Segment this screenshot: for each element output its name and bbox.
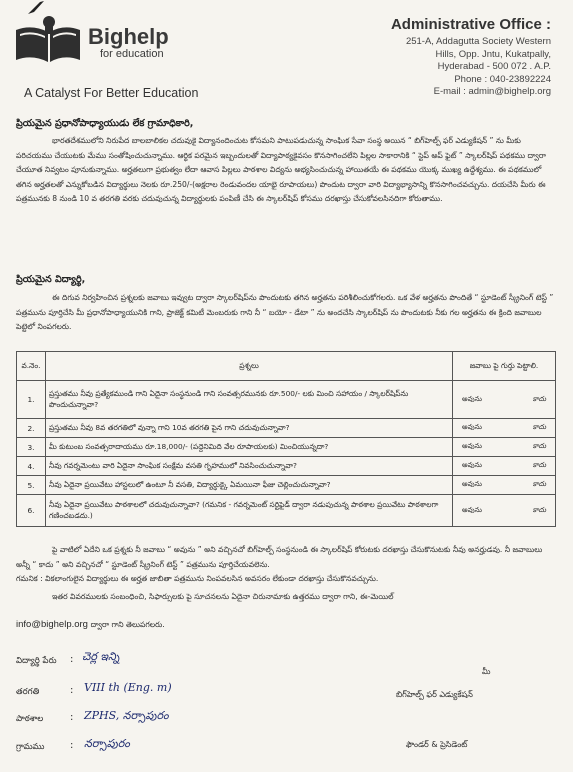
answer-cell[interactable] [453, 381, 556, 419]
question-text: మీ కుటుంబ సంవత్సరాదాయము రూ.18,000/- (పద్దెనిమిది వేల రూపాయలకు) మించియున్నదా? [46, 438, 453, 457]
answer-cell[interactable] [453, 457, 556, 476]
colon: : [70, 654, 74, 665]
answer-cell[interactable] [453, 476, 556, 495]
yes-option: అవును [462, 394, 482, 403]
student-name-value[interactable]: చెర్ల ఇన్ని [82, 650, 120, 663]
signature-you: మీ [482, 667, 491, 676]
question-text: ప్రస్తుతము నీవు 8వ తరగతిలో వున్నా గాని 10వ తరగతి పైన గాని చదువుచున్నావా? [46, 419, 453, 438]
handwritten-mark: కాదు [532, 442, 546, 450]
row-number: 4. [17, 457, 46, 476]
salutation-student: ప్రియమైన విద్యార్థి, [16, 274, 86, 285]
address-line-3: Hyderabad - 500 072 . A.P. [437, 61, 551, 72]
village-value[interactable]: నర్సాపురం [84, 737, 130, 750]
handwritten-mark: కాదు [532, 461, 546, 469]
question-text: నీవు ఏదైనా ప్రయివేటు పాఠశాలలో చదువుచున్నావా? (గమనిక - గవర్నమెంట్ సర్టిఫైడ్ ద్వారా నడుపుచున్న పాఠశాల ప్రయివేటు పాఠశాలగా గణించబడదు.) [46, 495, 453, 527]
question-text: ప్రస్తుతము నీవు ప్రత్యేకముండి గాని ఏదైనా సంస్థనుండి గాని సంవత్సరమునకు రూ.500/- లకు మించి సహాయం / స్కాలర్‌షిప్‌ను పొందుచున్నావా? [46, 381, 453, 419]
yes-option: అవును [462, 461, 482, 469]
answer-cell[interactable] [453, 419, 556, 438]
contact-email-line [16, 619, 165, 631]
letter-paragraph-2: ఈ దిగువ నిర్వహించిన ప్రశ్నలకు జవాబు ఇవ్వుట ద్వారా స్కాలర్‌షిప్‌ను పొందుటకు తగిన అర్హతను పరిశీలించుకోగలరు. ఒక వేళ అర్హతను పొందితే “ స్టూడెంట్ స్క్రీనింగ్ టెస్ట్ ” పత్రమును పూర్తిచేసి మీ ప్రధానోపాధ్యాయునికి గాని, ప్రాజెక్ట్ కమిటీ మెంబరుకు గాని నీ “ బయో - డేటా ” ను అందచేసి స్కాలర్‌షిప్ ను పొందుటకు నీకు గల అర్హతను ఈ క్రింది జవాబుల పెట్టెలో నింపగలరు. [16, 293, 554, 331]
signature-org: బిగ్‌హెల్ప్ ఫర్ ఎడ్యుకేషన్ [396, 690, 473, 699]
eligibility-questions-table [16, 351, 556, 527]
office-address-block [346, 16, 551, 99]
table-row [17, 419, 556, 438]
contact-email-link[interactable]: info@bighelp.org [16, 619, 88, 630]
question-text: నీవు గవర్నమెంటు వారి ఏదైనా సాంఘిక సంక్షేమ వసతి గృహములో నివసించుచున్నావా? [46, 457, 453, 476]
brand-subtitle: for education [100, 48, 164, 60]
table-row [17, 476, 556, 495]
address-line-2: Hills, Opp. Jntu, Kukatpally, [435, 48, 551, 60]
colon: : [70, 685, 74, 696]
yes-option: అవును [462, 423, 482, 431]
book-reader-logo-icon [12, 14, 86, 66]
handwritten-mark: కాదు [532, 423, 546, 431]
answer-cell[interactable] [453, 438, 556, 457]
row-number: 6. [17, 495, 46, 527]
handwritten-mark: కాదు [532, 394, 546, 403]
yes-option: అవును [462, 442, 482, 450]
handwritten-mark: కాదు [532, 505, 546, 514]
row-number: 3. [17, 438, 46, 457]
colon: : [70, 712, 74, 723]
phone: Phone : 040-23892224 [454, 73, 551, 85]
address-line-1: 251-A, Addagutta Society Western [405, 36, 551, 47]
row-number: 2. [17, 419, 46, 438]
col-header-number: వ.నెం. [17, 352, 46, 381]
signature-title: ఫౌండర్ & ప్రెసిడెంట్ [406, 740, 468, 749]
school-label: పాఠశాల [16, 714, 44, 724]
salutation-headmaster: ప్రియమైన ప్రధానోపాధ్యాయుడు లేక గ్రామాధికారి, [16, 118, 194, 129]
office-title: Administrative Office : [390, 16, 551, 33]
brand-name: Bighelp [88, 24, 169, 49]
letter-paragraph-3: పై వాటిలో ఏదేని ఒక ప్రశ్నకు నీ జవాబు “ అవును ” అని వచ్చినచో బిగ్‌హెల్ప్ సంస్థనుండి ఈ స్కాలర్‌షిప్ కోరుటకు దరఖాస్తు చేసుకొనుటకు నీవు అనర్హుడవు. నీ జవాబులు అన్నీ “ కాదు ” అని వచ్చినచో “ స్టూడెంట్ స్క్రీనింగ్ టెస్ట్ ” పత్రమును పూర్తిచేయవలెను. [16, 545, 543, 569]
handwritten-mark: కాదు [532, 480, 546, 488]
note-line: గమనిక : వికలాంగులైన విద్యార్థులు ఈ అర్హత జాబితా పత్రమును నింపవలసిన అవసరం లేకుండా దరఖాస్తు చేసుకొనవచ్చును. [16, 574, 379, 583]
tagline: A Catalyst For Better Education [24, 86, 199, 100]
table-row [17, 381, 556, 419]
class-value[interactable]: VIII th (Eng. m) [84, 681, 172, 694]
question-text: నీవు ఏదైనా ప్రయివేటు హాస్టలులో ఉంటూ నీ వసతి, విద్యార్థుక్కై ఏమయినా ఫీజు చెల్లించుచున్నావా? [46, 476, 453, 495]
village-label: గ్రామము [16, 742, 45, 752]
col-header-answer: జవాబు పై గుర్తు పెట్టాలి. [453, 352, 556, 381]
col-header-questions: ప్రశ్నలు [46, 352, 453, 381]
class-label: తరగతి [16, 687, 40, 697]
colon: : [70, 740, 74, 751]
yes-option: అవును [462, 480, 482, 488]
row-number: 1. [17, 381, 46, 419]
email: E-mail : admin@bighelp.org [433, 86, 551, 97]
letter-paragraph-1: భారతదేశములోని నిరుపేద బాలబాలికల చదువుకై విద్యానందించుట కోసమని పాటుపడుచున్న సాంఘిక సేవా సంస్థ అయిన “ బిగ్‌హెల్ప్ ఫర్ ఎడ్యుకేషన్ ” ను మీకు పరిచయము చేయుటకు మేము సంతోషించుచున్నాము. ఆర్థిక పరమైన ఇబ్బందులతో విద్యాపాఠ్యకైవసం కొనసాగించలేని పిల్లల సాకారానికి “ స్టెప్ అప్ ఫైట్ ” స్కాలర్‌షిప్ పథకము ద్వారా చేయూత నివ్వటం పూనుకున్నాము. అర్హతలుగా ప్రభుత్వం లేదా ఆవాస పిల్లలు పాఠశాల విద్యను అభ్యసించుచున్న హాయితయే ఈ పథకము యొక్క ముఖ్య ఉద్దేశ్యము. ఈ పథకములో తగిన అర్హతలతో ఎన్నుకోబడిన విద్యార్థులు నెలకు రూ.250/-(అక్షరాల రెండువందల యాభై రూపాయలు) పొందుట ద్వారా వారి విద్యాభ్యాసాన్ని కొనసాగించవచ్చును. దయచేసి మీరు ఈ పత్రమునకు 8 నుండి 10 వ తరగతి వరకు చదువుచున్న విద్యార్థులకు పంపిణీ చేసి ఈ స్కాలర్‌షిప్ కోసము దరఖాస్తు చేసుకోవలసినదిగా కోరుతాము. [16, 136, 546, 203]
yes-option: అవును [462, 505, 482, 514]
table-row [17, 457, 556, 476]
table-row [17, 495, 556, 527]
row-number: 5. [17, 476, 46, 495]
contact-email-rest: ద్వారా గాని తెలుపగలరు. [90, 620, 165, 629]
student-name-label: విద్యార్థి పేరు [16, 656, 57, 666]
school-value[interactable]: ZPHS, నర్సాపురం [84, 709, 169, 722]
table-row [17, 438, 556, 457]
letter-paragraph-4: ఇతర వివరములకు సంబంధించి, సిఫార్సులకు పై సూచనలను ఏదైనా చిరునామాకు ఉత్తరము ద్వారా గాని, ఈ-మెయిల్ [52, 592, 394, 601]
answer-cell[interactable] [453, 495, 556, 527]
